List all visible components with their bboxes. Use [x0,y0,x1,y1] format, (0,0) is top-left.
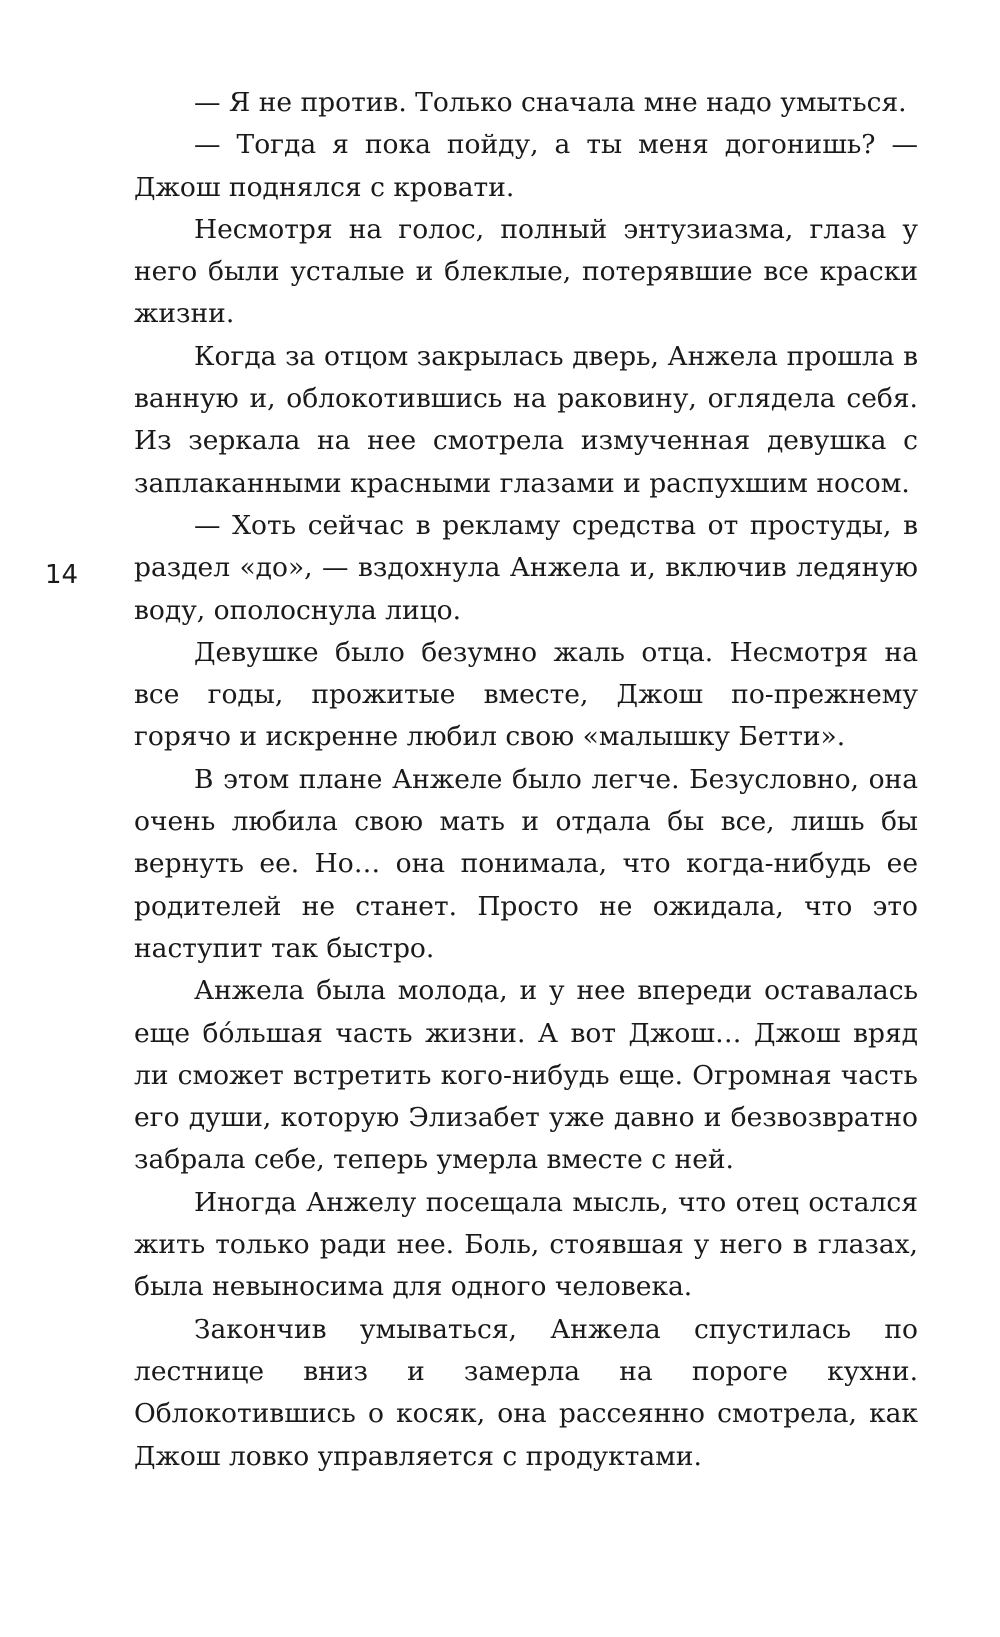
paragraph: — Хоть сейчас в рекламу средства от простуды, в раздел «до», — вздохнула Анжела и, включив ледяную воду, ополоснула лицо. [134,509,918,626]
body-text [134,82,918,1478]
paragraph: Девушке было безумно жаль отца. Несмотря на все годы, прожитые вместе, Джош по-прежнему горячо и искренне любил свою «малышку Бетти». [134,636,918,753]
paragraph: Иногда Анжелу посещала мысль, что отец остался жить только ради нее. Боль, стоявшая у него в глазах, была невыносима для одного человека. [134,1186,918,1303]
paragraph: — Тогда я пока пойду, а ты меня догонишь? — Джош поднялся с кровати. [134,129,918,203]
paragraph: Анжела была молода, и у нее впереди оставалась еще бóльшая часть жизни. А вот Джош… Джош вряд ли сможет встретить кого-нибудь еще. Огромная часть его души, которую Элизабет уже давно и безвозвратно забрала себе, теперь умерла вместе с ней. [134,975,918,1176]
paragraph: — Я не против. Только сначала мне надо умыться. [194,87,907,118]
paragraph: В этом плане Анжеле было легче. Безусловно, она очень любила свою мать и отдала бы все, лишь бы вернуть ее. Но… она понимала, что когда-нибудь ее родителей не станет. Просто не ожидала, что это наступит так быстро. [134,763,918,964]
paragraph: Закончив умываться, Анжела спустилась по лестнице вниз и замерла на пороге кухни. Облокотившись о косяк, она рассеянно смотрела, как Джош ловко управляется с продуктами. [134,1313,918,1472]
paragraph: Несмотря на голос, полный энтузиазма, глаза у него были усталые и блеклые, потерявшие все краски жизни. [134,213,918,330]
page-number: 14 [45,560,79,590]
paragraph: Когда за отцом закрылась дверь, Анжела прошла в ванную и, облокотившись на раковину, оглядела себя. Из зеркала на нее смотрела измученная девушка с заплаканными красными глазами и распухшим носом. [134,340,918,499]
